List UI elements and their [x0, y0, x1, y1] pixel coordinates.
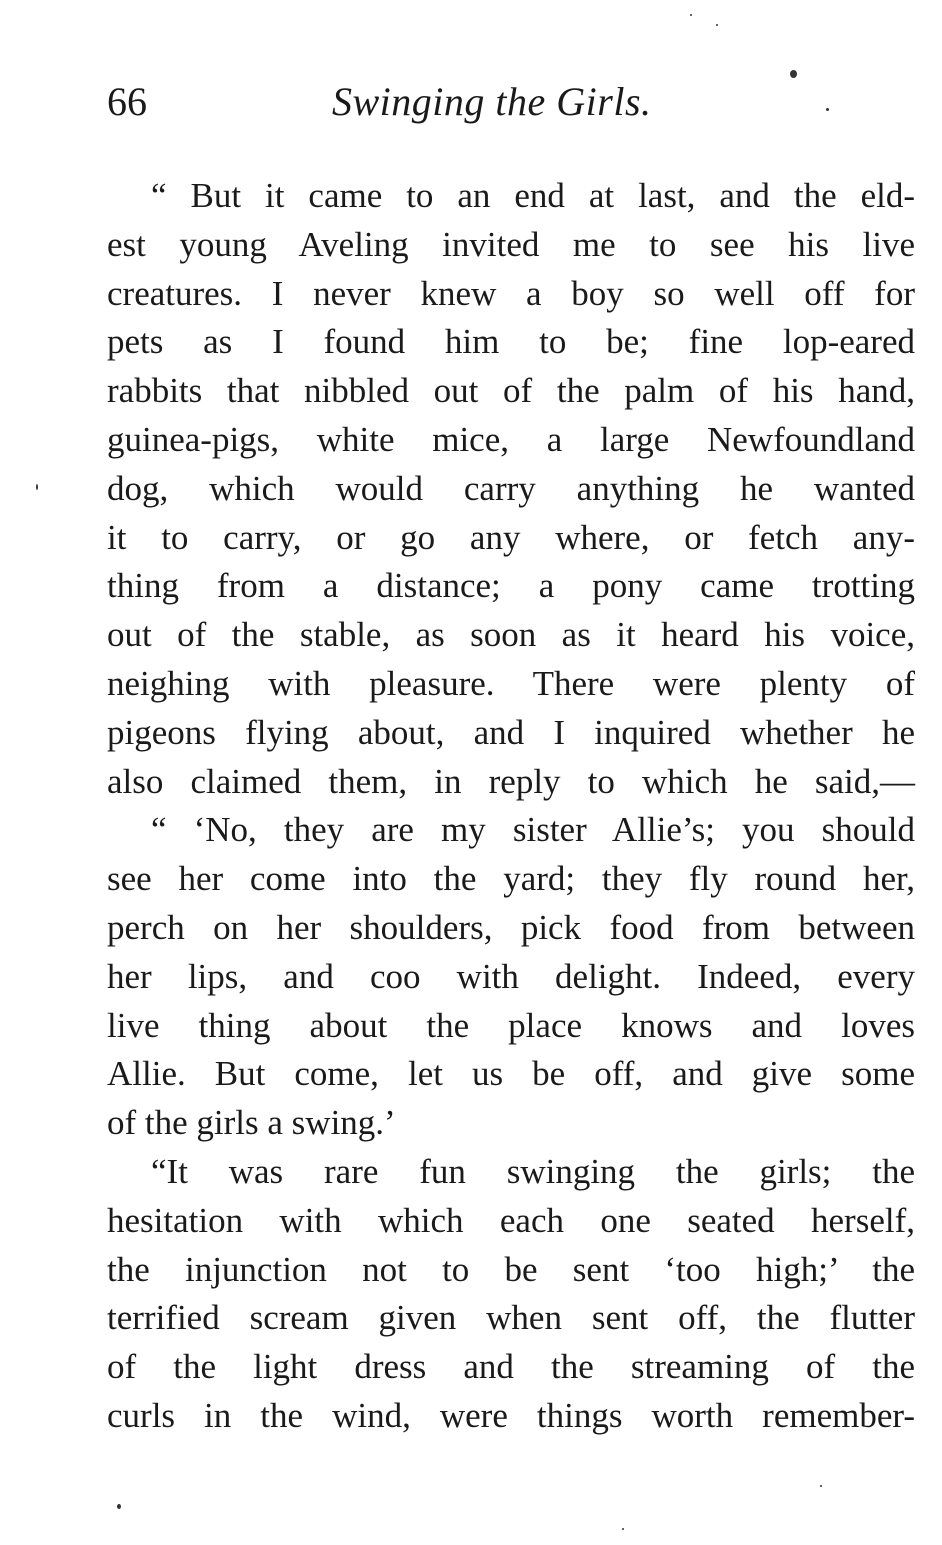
text-line: of the girls a swing.’ [107, 1103, 396, 1143]
text-line: out of the stable, as soon as it heard his voice, [107, 615, 915, 655]
page-header [107, 72, 915, 132]
scan-speck [826, 108, 829, 111]
text-line: also claimed them, in reply to which he said,— [107, 761, 915, 801]
text-line: her lips, and coo with delight. Indeed, every [107, 956, 915, 996]
text-line: rabbits that nibbled out of the palm of his hand, [107, 371, 915, 411]
text-line: neighing with pleasure. There were plenty of [107, 663, 915, 703]
text-line: creatures. I never knew a boy so well off for [107, 273, 915, 313]
running-title: Swinging the Girls. [332, 79, 652, 124]
text-line: thing from a distance; a pony came trotting [107, 566, 915, 606]
text-line: curls in the wind, were things worth remember- [107, 1395, 915, 1435]
text-line: “ ‘No, they are my sister Allie’s; you should [151, 810, 915, 850]
scan-speck [622, 1528, 624, 1530]
text-line: est young Aveling invited me to see his live [107, 224, 915, 264]
text-line: terrified scream given when sent off, the flutter [107, 1298, 915, 1338]
text-line: of the light dress and the streaming of the [107, 1347, 915, 1387]
text-line: dog, which would carry anything he wanted [107, 468, 915, 508]
page-number: 66 [107, 79, 147, 124]
text-line: guinea-pigs, white mice, a large Newfoundland [107, 419, 915, 459]
text-line: pets as I found him to be; fine lop-eared [107, 322, 915, 362]
scan-speck [117, 1504, 121, 1509]
scan-speck [36, 484, 38, 490]
text-line: see her come into the yard; they fly round her, [107, 859, 915, 899]
text-line: pigeons flying about, and I inquired whether he [107, 712, 915, 752]
text-line: it to carry, or go any where, or fetch any- [107, 517, 915, 557]
text-line: the injunction not to be sent ‘too high;’ the [107, 1249, 915, 1289]
text-line: live thing about the place knows and loves [107, 1005, 915, 1045]
scan-speck [790, 70, 797, 78]
text-line: perch on her shoulders, pick food from between [107, 907, 915, 947]
scan-speck [820, 1485, 822, 1487]
scan-speck [690, 14, 692, 16]
scan-speck [716, 24, 718, 26]
text-line: Allie. But come, let us be off, and give some [107, 1054, 915, 1094]
text-line: hesitation with which each one seated herself, [107, 1200, 915, 1240]
text-line: “It was rare fun swinging the girls; the [151, 1151, 915, 1191]
text-line: “ But it came to an end at last, and the eld- [151, 176, 915, 215]
body-text [107, 172, 915, 1441]
